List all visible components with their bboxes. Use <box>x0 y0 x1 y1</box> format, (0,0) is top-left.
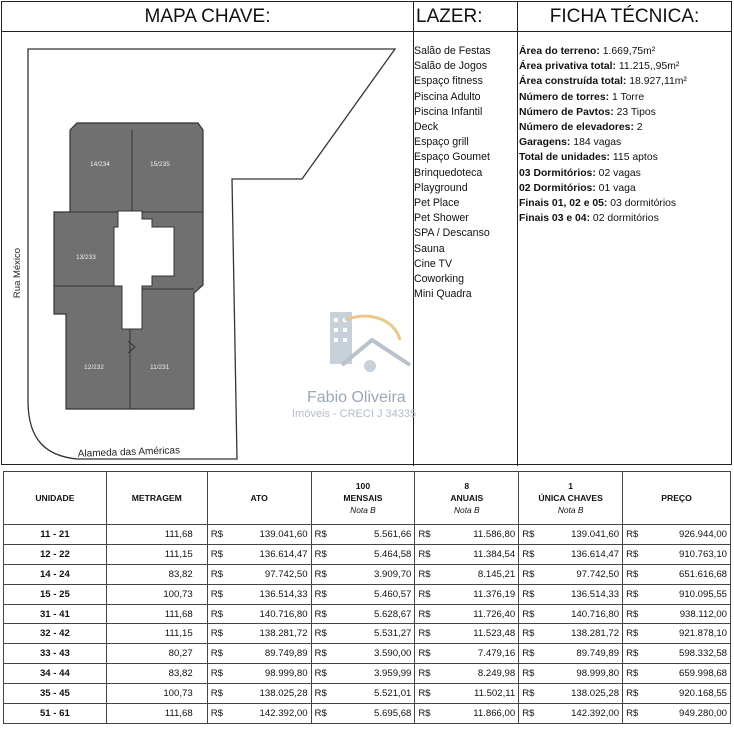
cell-value: 3.590,00 <box>374 648 412 660</box>
cell-currency <box>311 544 415 564</box>
cell-unidade: 33 - 43 <box>4 644 107 664</box>
cell-value: 97.742,50 <box>576 568 620 580</box>
currency-symbol: R$ <box>626 608 639 620</box>
cell-unidade: 14 - 24 <box>4 564 107 584</box>
unit-label: 12/232 <box>84 364 104 371</box>
col-ato: ATO <box>207 472 311 525</box>
cell-value: 938.112,00 <box>679 608 727 620</box>
cell-metragem: 100,73 <box>106 684 207 704</box>
cell-currency <box>623 644 731 664</box>
cell-currency <box>415 525 519 545</box>
cell-currency <box>519 684 623 704</box>
cell-currency <box>623 525 731 545</box>
cell-value: 910.095,55 <box>678 588 727 600</box>
cell-currency <box>207 564 311 584</box>
cell-currency <box>415 604 519 624</box>
cell-currency <box>207 624 311 644</box>
cell-value: 11.866,00 <box>473 707 516 719</box>
cell-value: 910.763,10 <box>678 548 727 560</box>
cell-value: 89.749,89 <box>264 648 308 660</box>
cell-value: 5.531,27 <box>374 628 412 640</box>
cell-currency <box>311 525 415 545</box>
currency-symbol: R$ <box>626 688 639 700</box>
cell-value: 11.726,40 <box>473 608 516 620</box>
cell-value: 139.041,60 <box>259 528 308 540</box>
cell-value: 3.909,70 <box>374 568 412 580</box>
cell-currency <box>519 584 623 604</box>
watermark-sub: Imóveis - CRECI J 34335 <box>292 408 417 420</box>
currency-symbol: R$ <box>314 628 327 640</box>
cell-currency <box>207 684 311 704</box>
cell-currency <box>207 604 311 624</box>
currency-symbol: R$ <box>210 708 223 720</box>
cell-value: 139.041,60 <box>571 528 620 540</box>
currency-symbol: R$ <box>210 628 223 640</box>
col-metragem: METRAGEM <box>106 472 207 525</box>
currency-symbol: R$ <box>522 568 535 580</box>
cell-value: 651.616,68 <box>678 568 727 580</box>
cell-value: 11.502,11 <box>473 688 516 700</box>
table-row <box>4 604 731 624</box>
unit-label: 13/233 <box>76 254 96 261</box>
cell-value: 138.281,72 <box>571 628 620 640</box>
cell-value: 98.999,80 <box>576 668 620 680</box>
table-body <box>4 525 731 724</box>
currency-symbol: R$ <box>626 529 639 540</box>
currency-symbol: R$ <box>210 668 223 680</box>
currency-symbol: R$ <box>418 529 431 540</box>
currency-symbol: R$ <box>522 588 535 600</box>
cell-currency <box>623 564 731 584</box>
cell-value: 140.716,80 <box>571 608 620 620</box>
cell-value: 142.392,00 <box>259 707 308 719</box>
table-row <box>4 664 731 684</box>
cell-metragem: 80,27 <box>106 644 207 664</box>
cell-value: 97.742,50 <box>264 568 308 580</box>
list-item: Salão de Jogos <box>414 60 488 73</box>
cell-value: 7.479,16 <box>477 648 516 660</box>
currency-symbol: R$ <box>314 548 327 560</box>
cell-currency <box>623 704 731 724</box>
cell-currency <box>311 644 415 664</box>
currency-symbol: R$ <box>522 548 535 560</box>
watermark-name: Fabio Oliveira <box>307 389 406 406</box>
currency-symbol: R$ <box>314 608 327 620</box>
table-row <box>4 704 731 724</box>
cell-currency <box>623 544 731 564</box>
cell-value: 5.628,67 <box>374 608 412 620</box>
list-item: Piscina Infantil <box>414 105 483 118</box>
ficha-item: Número de elevadores: 2 <box>519 122 643 134</box>
cell-unidade: 12 - 22 <box>4 544 107 564</box>
cell-currency <box>311 624 415 644</box>
cell-currency <box>311 704 415 724</box>
table-row <box>4 684 731 704</box>
currency-symbol: R$ <box>418 548 431 560</box>
cell-value: 140.716,80 <box>259 608 308 620</box>
cell-value: 949.280,00 <box>678 707 727 719</box>
list-item: Espaço fitness <box>414 75 483 88</box>
currency-symbol: R$ <box>210 529 223 540</box>
cell-value: 136.614,47 <box>259 548 308 560</box>
ficha-item: Área privativa total: 11.215,,95m² <box>519 61 680 73</box>
list-item: Pet Place <box>414 197 460 210</box>
ficha-item: Total de unidades: 115 aptos <box>519 152 658 164</box>
cell-value: 3.959,99 <box>374 668 412 680</box>
table-row <box>4 624 731 644</box>
ficha-item: Área construída total: 18.927,11m² <box>519 76 687 88</box>
currency-symbol: R$ <box>626 648 639 660</box>
cell-value: 136.614,47 <box>571 548 620 560</box>
currency-symbol: R$ <box>626 568 639 580</box>
cell-currency <box>519 704 623 724</box>
currency-symbol: R$ <box>210 568 223 580</box>
cell-unidade: 34 - 44 <box>4 664 107 684</box>
cell-value: 138.025,28 <box>259 688 308 700</box>
cell-metragem: 111,68 <box>106 704 207 724</box>
cell-value: 598.332,58 <box>678 648 727 660</box>
currency-symbol: R$ <box>418 628 431 640</box>
ficha-item: 03 Dormitórios: 02 vagas <box>519 167 641 179</box>
cell-value: 920.168,55 <box>678 688 727 700</box>
cell-currency <box>519 624 623 644</box>
currency-symbol: R$ <box>418 588 431 600</box>
cell-currency <box>519 564 623 584</box>
currency-symbol: R$ <box>210 548 223 560</box>
cell-unidade: 31 - 41 <box>4 604 107 624</box>
cell-value: 5.695,68 <box>374 707 412 719</box>
ficha-item: Garagens: 184 vagas <box>519 137 622 149</box>
cell-value: 89.749,89 <box>576 648 620 660</box>
list-item: Salão de Festas <box>414 45 491 57</box>
list-item: SPA / Descanso <box>414 227 490 240</box>
currency-symbol: R$ <box>314 529 327 540</box>
col-anuais: 8 ANUAIS Nota B <box>415 472 519 525</box>
cell-currency <box>415 704 519 724</box>
list-item: Mini Quadra <box>414 288 472 301</box>
cell-currency <box>623 624 731 644</box>
cell-currency <box>311 684 415 704</box>
cell-currency <box>519 644 623 664</box>
cell-currency <box>519 544 623 564</box>
cell-value: 8.145,21 <box>477 568 516 580</box>
currency-symbol: R$ <box>314 708 327 720</box>
cell-unidade: 35 - 45 <box>4 684 107 704</box>
currency-symbol: R$ <box>626 628 639 640</box>
currency-symbol: R$ <box>314 588 327 600</box>
ficha-item: Finais 03 e 04: 02 dormitórios <box>519 213 659 225</box>
currency-symbol: R$ <box>522 688 535 700</box>
cell-currency <box>311 564 415 584</box>
cell-value: 5.464,58 <box>374 548 412 560</box>
mapa-header: MAPA CHAVE: <box>2 2 413 32</box>
currency-symbol: R$ <box>210 608 223 620</box>
cell-currency <box>311 664 415 684</box>
currency-symbol: R$ <box>522 668 535 680</box>
currency-symbol: R$ <box>522 648 535 660</box>
list-item: Coworking <box>414 273 465 286</box>
list-item: Deck <box>414 121 439 134</box>
list-item: Espaço grill <box>414 136 469 149</box>
currency-symbol: R$ <box>522 608 535 620</box>
table-row <box>4 564 731 584</box>
cell-metragem: 83,82 <box>106 564 207 584</box>
cell-value: 5.521,01 <box>374 688 412 700</box>
cell-value: 142.392,00 <box>571 707 620 719</box>
cell-value: 5.460,57 <box>374 588 412 600</box>
cell-currency <box>415 644 519 664</box>
cell-currency <box>519 604 623 624</box>
divider <box>517 2 518 466</box>
cell-currency <box>415 544 519 564</box>
ficha-list <box>519 44 687 226</box>
cell-currency <box>623 584 731 604</box>
cell-currency <box>415 584 519 604</box>
cell-currency <box>623 684 731 704</box>
currency-symbol: R$ <box>626 588 639 600</box>
cell-metragem: 111,15 <box>106 544 207 564</box>
ficha-header: FICHA TÉCNICA: <box>518 2 731 32</box>
currency-symbol: R$ <box>522 529 535 540</box>
list-item: Pet Shower <box>414 212 469 225</box>
cell-value: 11.376,19 <box>473 588 516 600</box>
cell-value: 138.281,72 <box>259 628 308 640</box>
list-item: Sauna <box>414 242 445 255</box>
col-preco: PREÇO <box>623 472 731 525</box>
currency-symbol: R$ <box>522 708 535 720</box>
currency-symbol: R$ <box>418 668 431 680</box>
currency-symbol: R$ <box>626 708 639 720</box>
cell-unidade: 11 - 21 <box>4 525 107 545</box>
cell-metragem: 111,68 <box>106 525 207 545</box>
currency-symbol: R$ <box>626 668 639 680</box>
cell-value: 5.561,66 <box>374 528 412 540</box>
list-item: Piscina Adulto <box>414 90 481 103</box>
street-label-bottom: Alameda das Américas <box>77 445 181 460</box>
currency-symbol: R$ <box>210 648 223 660</box>
ficha-item: Finais 01, 02 e 05: 03 dormitórios <box>519 198 677 210</box>
table-row <box>4 584 731 604</box>
cell-currency <box>207 644 311 664</box>
lazer-list <box>414 44 491 302</box>
list-item: Cine TV <box>414 257 453 270</box>
currency-symbol: R$ <box>314 568 327 580</box>
cell-currency <box>311 604 415 624</box>
currency-symbol: R$ <box>626 548 639 560</box>
table-row <box>4 644 731 664</box>
cell-value: 136.514,33 <box>571 588 620 600</box>
cell-metragem: 111,15 <box>106 624 207 644</box>
cell-currency <box>207 525 311 545</box>
ficha-item: Área do terreno: 1.669,75m² <box>519 46 656 57</box>
cell-currency <box>415 564 519 584</box>
unit-label: 14/234 <box>90 161 110 168</box>
table-header-row <box>4 472 731 525</box>
cell-currency <box>623 664 731 684</box>
currency-symbol: R$ <box>418 568 431 580</box>
cell-metragem: 83,82 <box>106 664 207 684</box>
currency-symbol: R$ <box>210 588 223 600</box>
cell-unidade: 51 - 61 <box>4 704 107 724</box>
cell-value: 11.586,80 <box>473 528 516 540</box>
cell-currency <box>207 704 311 724</box>
cell-currency <box>207 544 311 564</box>
currency-symbol: R$ <box>210 688 223 700</box>
cell-currency <box>415 684 519 704</box>
cell-value: 659.998,68 <box>678 668 727 680</box>
currency-symbol: R$ <box>314 648 327 660</box>
cell-value: 8.249,98 <box>477 668 516 680</box>
cell-currency <box>311 584 415 604</box>
currency-symbol: R$ <box>418 648 431 660</box>
cell-value: 921.878,10 <box>678 628 727 640</box>
col-chaves: 1 ÚNICA CHAVES Nota B <box>519 472 623 525</box>
cell-unidade: 15 - 25 <box>4 584 107 604</box>
cell-currency <box>415 624 519 644</box>
currency-symbol: R$ <box>314 688 327 700</box>
price-table <box>3 471 731 724</box>
cell-currency <box>623 604 731 624</box>
cell-currency <box>207 584 311 604</box>
table-row <box>4 544 731 564</box>
list-item: Espaço Goumet <box>414 151 490 164</box>
unit-label: 11/231 <box>150 364 170 371</box>
ficha-item: Número de torres: 1 Torre <box>519 91 645 103</box>
currency-symbol: R$ <box>522 628 535 640</box>
currency-symbol: R$ <box>418 688 431 700</box>
cell-currency <box>519 525 623 545</box>
cell-unidade: 32 - 42 <box>4 624 107 644</box>
cell-currency <box>415 664 519 684</box>
lazer-header: LAZER: <box>414 2 517 32</box>
table-row <box>4 525 731 545</box>
list-item: Playground <box>414 181 468 194</box>
cell-value: 98.999,80 <box>264 668 308 680</box>
cell-value: 11.523,48 <box>473 628 516 640</box>
unit-label: 15/235 <box>150 161 170 168</box>
ficha-item: 02 Dormitórios: 01 vaga <box>519 182 636 194</box>
cell-currency <box>207 664 311 684</box>
cell-value: 136.514,33 <box>259 588 308 600</box>
currency-symbol: R$ <box>314 668 327 680</box>
street-label-left: Rua México <box>12 247 23 299</box>
cell-value: 11.384,54 <box>473 548 516 560</box>
cell-value: 138.025,28 <box>571 688 620 700</box>
cell-currency <box>519 664 623 684</box>
cell-value: 926.944,00 <box>678 528 727 540</box>
currency-symbol: R$ <box>418 608 431 620</box>
col-mensais: 100 MENSAIS Nota B <box>311 472 415 525</box>
list-item: Brinquedoteca <box>414 166 483 179</box>
col-unidade: UNIDADE <box>4 472 107 525</box>
cell-metragem: 111,68 <box>106 604 207 624</box>
currency-symbol: R$ <box>418 708 431 720</box>
cell-metragem: 100,73 <box>106 584 207 604</box>
ficha-item: Número de Pavtos: 23 Tipos <box>519 106 656 118</box>
